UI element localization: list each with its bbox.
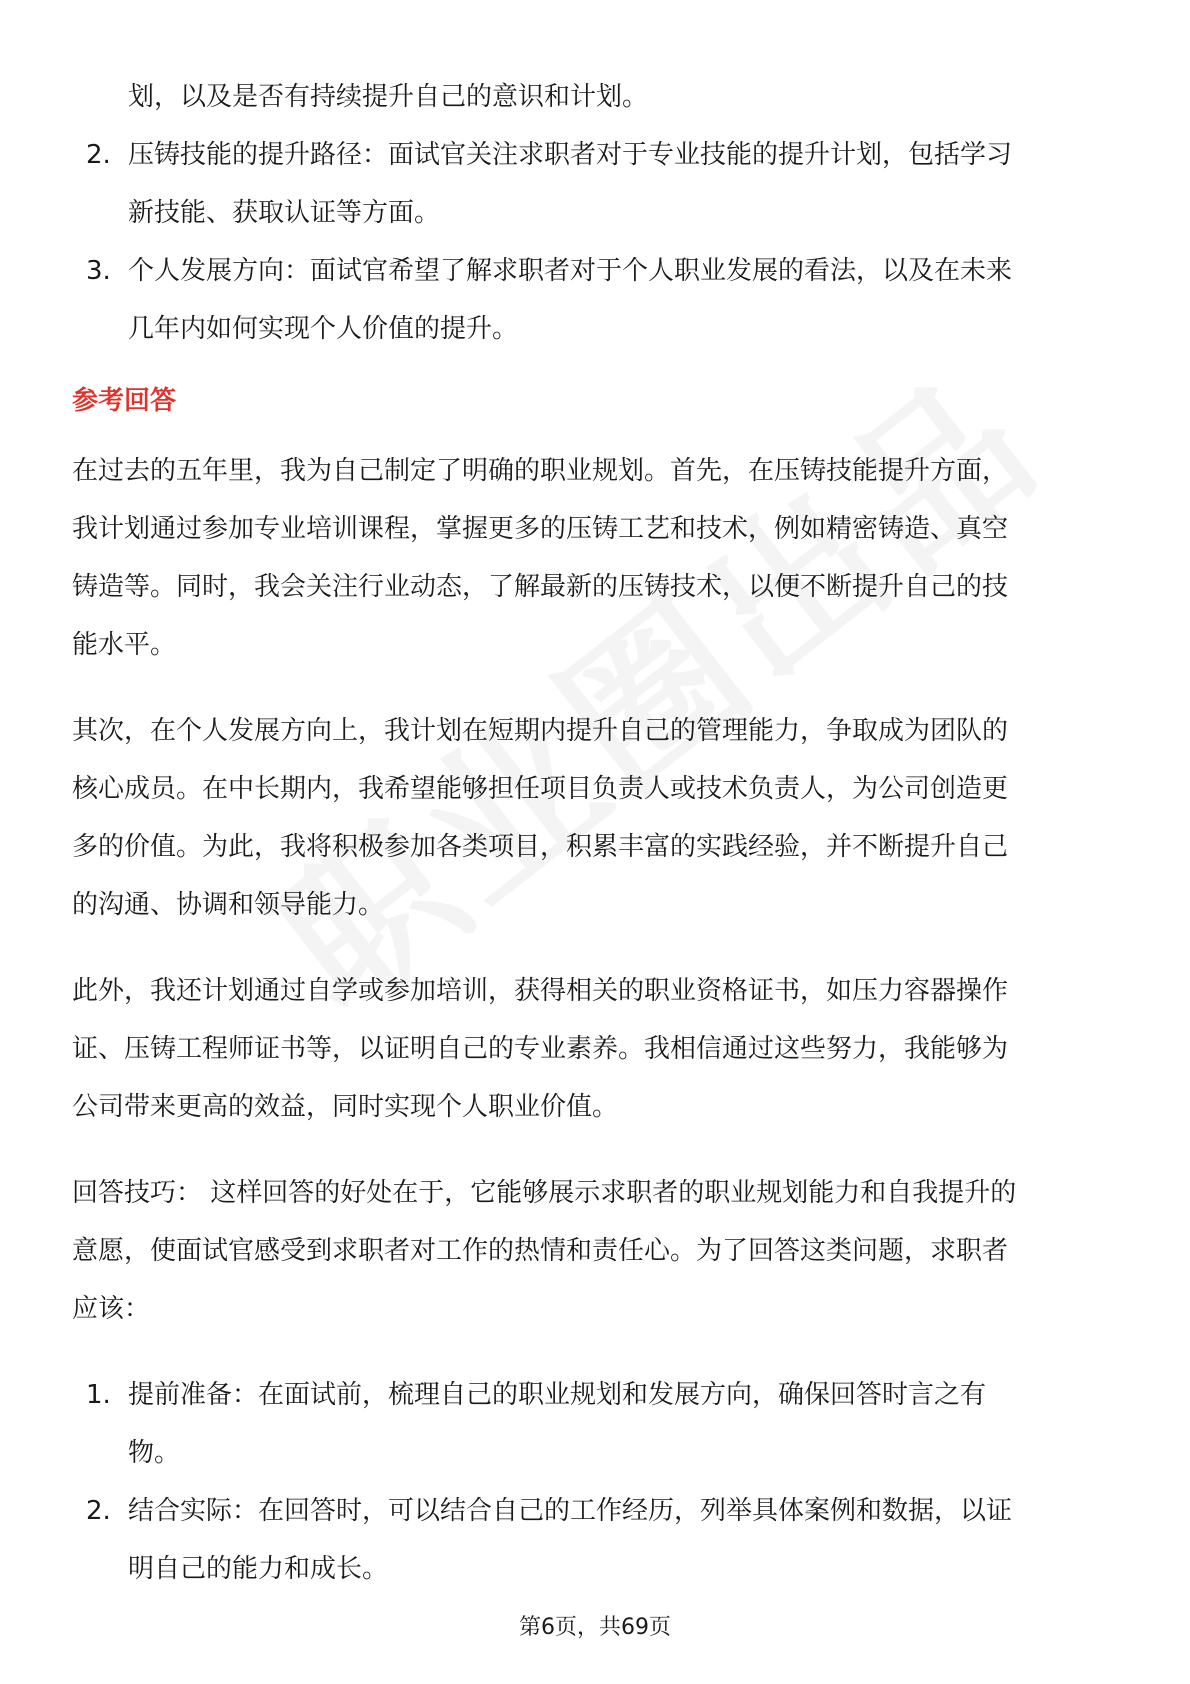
paragraph-line: 此外，我还计划通过自学或参加培训，获得相关的职业资格证书，如压力容器操作 <box>72 976 1009 1006</box>
document-page <box>72 68 1118 1598</box>
list-continuation: 划，以及是否有持续提升自己的意识和计划。 <box>128 82 649 112</box>
list-item-text: 个人发展方向：面试官希望了解求职者对于个人职业发展的看法，以及在未来 <box>128 256 1013 286</box>
list-number: 1. <box>86 1380 111 1410</box>
answer-paragraph-2 <box>72 702 1118 934</box>
list-item <box>72 1482 1118 1540</box>
paragraph-line: 其次，在个人发展方向上，我计划在短期内提升自己的管理能力，争取成为团队的 <box>72 716 1009 746</box>
list-item-continuation: 几年内如何实现个人价值的提升。 <box>128 314 519 344</box>
answer-paragraph-1 <box>72 442 1118 674</box>
list-item <box>72 1366 1118 1424</box>
paragraph-line: 公司带来更高的效益，同时实现个人职业价值。 <box>72 1092 619 1122</box>
list-item-continuation: 新技能、获取认证等方面。 <box>128 198 441 228</box>
list-item-text: 提前准备：在面试前，梳理自己的职业规划和发展方向，确保回答时言之有 <box>128 1380 987 1410</box>
paragraph-line: 我计划通过参加专业培训课程，掌握更多的压铸工艺和技术，例如精密铸造、真空 <box>72 514 1009 544</box>
paragraph-line: 核心成员。在中长期内，我希望能够担任项目负责人或技术负责人，为公司创造更 <box>72 774 1009 804</box>
section-heading: 参考回答 <box>72 386 177 416</box>
list-number: 2. <box>86 140 111 170</box>
list-item-continuation: 物。 <box>128 1438 181 1468</box>
answer-paragraph-3 <box>72 962 1118 1136</box>
paragraph-line: 的沟通、协调和领导能力。 <box>72 890 385 920</box>
list-number: 3. <box>86 256 111 286</box>
paragraph-line: 多的价值。为此，我将积极参加各类项目，积累丰富的实践经验，并不断提升自己 <box>72 832 1009 862</box>
list-item-text: 压铸技能的提升路径：面试官关注求职者对于专业技能的提升计划，包括学习 <box>128 140 1013 170</box>
paragraph-line: 应该： <box>72 1294 151 1324</box>
paragraph-line: 铸造等。同时，我会关注行业动态，了解最新的压铸技术，以便不断提升自己的技 <box>72 572 1009 602</box>
paragraph-line: 在过去的五年里，我为自己制定了明确的职业规划。首先，在压铸技能提升方面， <box>72 456 1009 486</box>
tips-paragraph <box>72 1164 1118 1338</box>
list-item <box>72 126 1118 184</box>
page-number: 第6页，共69页 <box>519 1615 671 1640</box>
paragraph-line: 意愿，使面试官感受到求职者对工作的热情和责任心。为了回答这类问题，求职者 <box>72 1236 1009 1266</box>
paragraph-line: 回答技巧： 这样回答的好处在于，它能够展示求职者的职业规划能力和自我提升的 <box>72 1178 1017 1208</box>
list-item-continuation: 明自己的能力和成长。 <box>128 1554 389 1584</box>
list-item <box>72 242 1118 300</box>
paragraph-line: 证、压铸工程师证书等，以证明自己的专业素养。我相信通过这些努力，我能够为 <box>72 1034 1009 1064</box>
list-item-text: 结合实际：在回答时，可以结合自己的工作经历，列举具体案例和数据，以证 <box>128 1496 1013 1526</box>
paragraph-line: 能水平。 <box>72 630 177 660</box>
list-number: 2. <box>86 1496 111 1526</box>
